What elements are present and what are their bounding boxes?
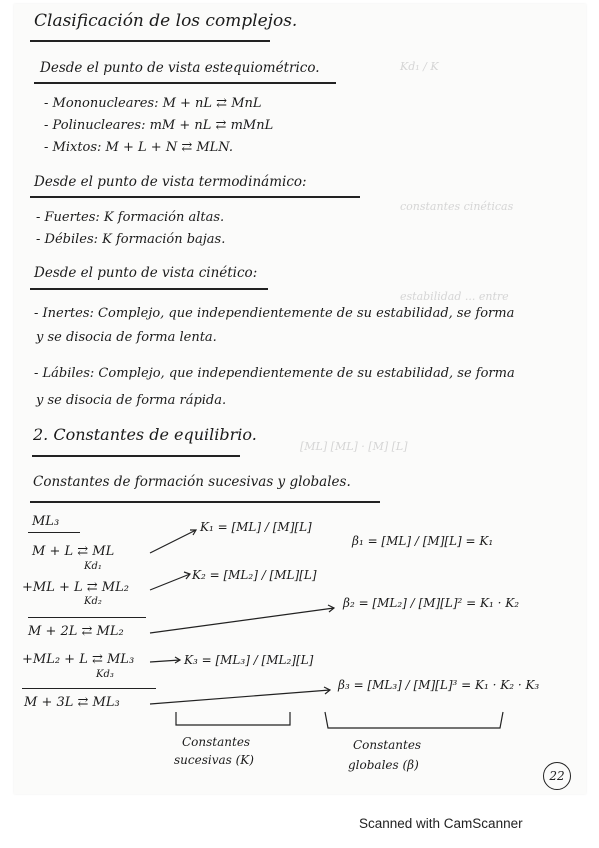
thermo-item: - Fuertes: K formación altas.: [36, 210, 225, 225]
kinetic-line: y se disocia de forma lenta.: [36, 330, 217, 345]
bracket-global: [325, 712, 503, 728]
beta-constant: β₁ = [ML] / [M][L] = K₁: [352, 534, 494, 548]
page-number: 22: [543, 762, 571, 790]
equation: M + 2L ⇄ ML₂: [28, 624, 124, 639]
successive-label: sucesivas (K): [174, 753, 254, 767]
arrow-to-k2: [150, 574, 190, 590]
kd-label: Kd₁: [84, 561, 102, 572]
equation: +ML + L ⇄ ML₂: [22, 580, 129, 595]
kinetic-heading: Desde el punto de vista cinético:: [34, 265, 258, 281]
global-label: globales (β): [348, 758, 419, 772]
bleed-through-text: estabilidad ... entre: [400, 290, 509, 303]
bleed-through-text: [ML] [ML] · [M] [L]: [300, 440, 408, 453]
scanner-watermark: Scanned with CamScanner: [359, 816, 523, 831]
bleed-through-text: constantes cinéticas: [400, 200, 514, 213]
stoich-item: - Mononucleares: M + nL ⇄ MnL: [44, 96, 262, 111]
arrow-to-k1: [150, 530, 196, 553]
arrow-to-beta3: [150, 690, 330, 704]
kinetic-line: - Inertes: Complejo, que independientemente de su estabilidad, se forma: [34, 306, 515, 321]
k-constant: K₁ = [ML] / [M][L]: [200, 520, 312, 534]
thermo-heading: Desde el punto de vista termodinámico:: [34, 174, 307, 190]
kd-label: Kd₃: [96, 669, 114, 680]
page-title: Clasificación de los complejos.: [34, 11, 298, 31]
successive-label: Constantes: [182, 735, 251, 749]
bracket-successive: [176, 712, 290, 725]
global-label: Constantes: [353, 738, 422, 752]
arrow-to-k3: [150, 660, 180, 662]
arrow-to-beta2: [150, 608, 334, 633]
section2-subheading: Constantes de formación sucesivas y globales.: [33, 474, 351, 490]
k-constant: K₃ = [ML₃] / [ML₂][L]: [184, 653, 314, 667]
equation: M + L ⇄ ML: [32, 544, 115, 559]
thermo-item: - Débiles: K formación bajas.: [36, 232, 226, 247]
equation: M + 3L ⇄ ML₃: [24, 695, 120, 710]
beta-constant: β₂ = [ML₂] / [M][L]² = K₁ · K₂: [343, 596, 520, 610]
bleed-through-text: Kd₁ / K: [400, 60, 439, 73]
beta-constant: β₃ = [ML₃] / [M][L]³ = K₁ · K₂ · K₃: [338, 678, 540, 692]
stoich-heading: Desde el punto de vista estequiométrico.: [40, 60, 320, 76]
ml3-label: ML₃: [32, 514, 60, 529]
kd-label: Kd₂: [84, 596, 102, 607]
kinetic-line: - Lábiles: Complejo, que independientemente de su estabilidad, se forma: [34, 366, 515, 381]
k-constant: K₂ = [ML₂] / [ML][L]: [192, 568, 317, 582]
kinetic-line: y se disocia de forma rápida.: [36, 393, 227, 408]
stoich-item: - Polinucleares: mM + nL ⇄ mMnL: [44, 118, 274, 133]
stoich-item: - Mixtos: M + L + N ⇄ MLN.: [44, 140, 233, 155]
equation: +ML₂ + L ⇄ ML₃: [22, 652, 135, 667]
section2-heading: 2. Constantes de equilibrio.: [33, 425, 257, 444]
